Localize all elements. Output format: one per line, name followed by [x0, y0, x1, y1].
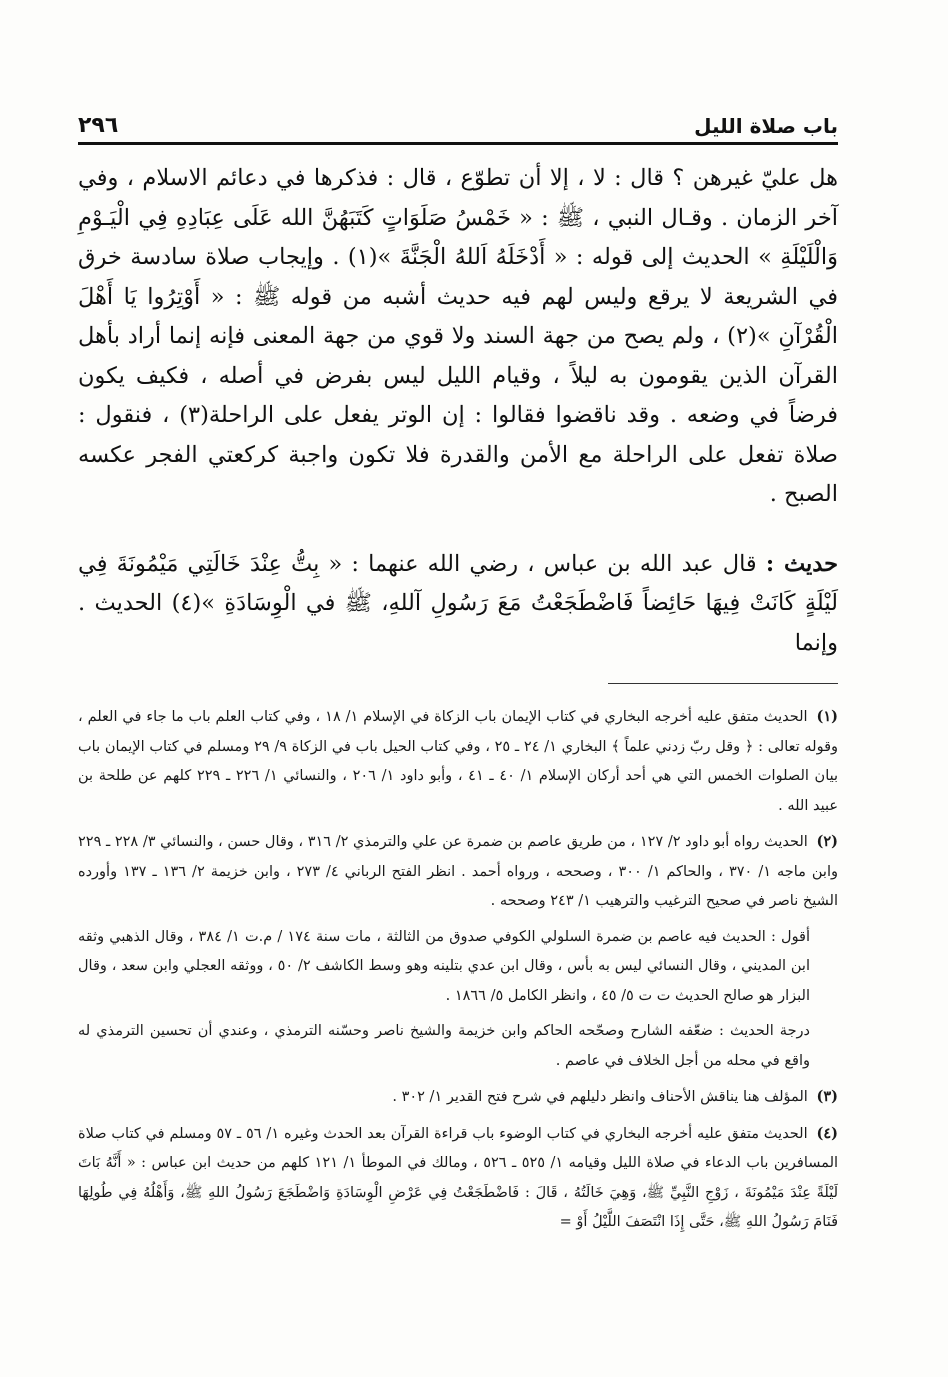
chapter-title: باب صلاة الليل — [694, 114, 838, 138]
footnote-text: الحديث متفق عليه أخرجه البخاري في كتاب الوضوء باب قراءة القرآن بعد الحدث وغيره ١/ ٥٦ ـ ٥٧ ومسلم في كتاب صلاة المسافرين باب الدعاء في صلاة الليل وقيامه ١/ ٥٢٥ ـ ٥٢٦ ، ومالك في الموطأ ١/ ١٢١ كلهم من حديث ابن عباس : « أَنَّهُ بَاتَ لَيْلَةً عِنْدَ مَيْمُونَةَ ، زَوْجِ النَّبِيِّ ﷺ، وَهِيَ خَالَتُهُ ، قَالَ : فَاضْطَجَعْتُ فِي عَرْضِ الْوِسَادَةِ وَاضْطَجَعَ رَسُولُ اللهِ ﷺ، وَأَهْلُهُ فِي طُولِهَا فَنَامَ رَسُولُ اللهِ ﷺ، حَتَّى إِذَا انْتَصَفَ اللَّيْلُ أَوْ = — [78, 1125, 839, 1230]
footnote-mark: (١) — [816, 708, 839, 725]
header-rule — [78, 142, 838, 145]
page — [78, 100, 838, 1244]
footnote-text: درجة الحديث : ضعّفه الشارح وصحّحه الحاكم وابن خزيمة والشيخ ناصر وحسّنه الترمذي ، وعندي أن تحسين الترمذي له واقع في محله من أجل الخلاف في عاصم . — [78, 1023, 810, 1069]
footnote-3 — [78, 1082, 838, 1113]
footnote-text: المؤلف هنا يناقش الأحناف وانظر دليلهم في شرح فتح القدير ١/ ٣٠٢ . — [392, 1089, 808, 1105]
main-text — [78, 159, 838, 663]
footnote-text: الحديث متفق عليه أخرجه البخاري في كتاب الإيمان باب الزكاة في الإسلام ١/ ١٨ ، وفي كتاب العلم باب ما جاء في العلم ، وقوله تعالى : ﴿ وقل ربّ زدني علماً ﴾ البخاري ١/ ٢٤ ـ ٢٥ ، وفي كتاب الحيل باب في الزكاة ٩/ ٢٩ ومسلم في كتاب الإيمان باب بيان الصلوات الخمس التي هي أحد أركان الإسلام ١/ ٤٠ ـ ٤١ ، وأبو داود ١/ ٢٠٦ ، والنسائي ١/ ٢٢٦ ـ ٢٢٩ كلهم عن طلحة بن عبيد الله . — [78, 709, 839, 814]
footnote-mark: (٢) — [816, 833, 838, 850]
hadith-lead: حديث : — [765, 550, 839, 577]
page-number: ٢٩٦ — [78, 113, 119, 138]
footnote-text: الحديث رواه أبو داود ٢/ ١٢٧ ، من طريق عاصم بن ضمرة عن علي والترمذي ٢/ ٣١٦ ، وقال حسن ، والنسائي ٣/ ٢٢٨ ـ ٢٢٩ وابن ماجه ١/ ٣٧٠ ، والحاكم ١/ ٣٠٠ ، وصححه ، ورواه أحمد . انظر الفتح الرباني ٤/ ٢٧٣ ، وابن خزيمة ٢/ ١٣٦ ـ ١٣٧ وأورده الشيخ ناصر في صحيح الترغيب والترهيب ١/ ٢٤٣ وصححه . — [78, 834, 839, 909]
footnote-text: أقول : الحديث فيه عاصم بن ضمرة السلولي الكوفي صدوق من الثالثة ، مات سنة ١٧٤ / م.ت ١/ ٣٨٤ ، وقال الذهبي وثقه ابن المديني ، وقال النسائي ليس به بأس ، وقال ابن عدي بتلينه وهو وسط الكاشف ٢/ ٥٠ ، ووثقه العجلي وابن سعد ، وقال البزار هو صالح الحديث ت ت ٥/ ٤٥ ، وانظر الكامل ٥/ ١٨٦٦ . — [78, 928, 811, 1004]
footnote-separator — [608, 683, 838, 684]
paragraph-1-part-2: الحديث إلى قوله : « أَدْخَلَهُ اَللهُ الْجَنَّةَ »(١) . وإيجاب صلاة سادسة خرق في الشريعة لا يرقع وليس لهم فيه حديث أشبه من قوله ﷺ : « أَوْتِرُوا يَا أَهْلَ الْقُرْآنِ »(٢) ، ولم يصح من جهة السند ولا قوي من جهة المعنى فإنه إنما أراد بأهل القرآن الذين يقومون به ليلاً ، وقيام الليل ليس بفرض في أصله ، فكيف يكون فرضاً في وضعه . وقد ناقضوا فقالوا : إن الوتر يفعل على الراحلة(٣) ، فنقول : صلاة تفعل على الراحلة مع الأمن والقدرة فلا تكون واجبة كركعتي الفجر عكسه الصبح . — [78, 244, 839, 507]
footnote-4 — [78, 1119, 838, 1238]
footnote-mark: (٣) — [816, 1088, 838, 1105]
paragraph-1 — [78, 159, 838, 515]
footnote-2-grade — [78, 1017, 838, 1076]
footnotes — [78, 702, 838, 1238]
footnote-1 — [78, 702, 838, 821]
running-header — [78, 100, 838, 138]
footnote-mark: (٤) — [816, 1124, 839, 1142]
paragraph-2-text: قال عبد الله بن عباس ، رضي الله عنهما : « بِتُّ عِنْدَ خَالَتِي مَيْمُونَةَ فِي لَيْلَةٍ كَانَتْ فِيهَا حَائِضاً فَاضْطَجَعْتُ مَعَ رَسُولِ آللهِ، ﷺ في الْوِسَادَةِ »(٤) الحديث . وإنما — [78, 550, 838, 656]
paragraph-2 — [78, 545, 838, 664]
footnote-2-comment — [78, 923, 838, 1012]
footnote-2 — [78, 827, 838, 917]
paragraph-1-part-1: هل عليّ غيرهن ؟ قال : لا ، إلا أن تطوّع ، قال : فذكرها في دعائم الاسلام ، وفي آخر الزمان . وقـال النبي ، ﷺ : « خَمْسُ صَلَوَاتٍ كَتَبَهُنَّ الله عَلَى عِبَادِهِ فِي الْيَـوْمِ وَالْلَيْلَةِ » — [78, 165, 839, 270]
